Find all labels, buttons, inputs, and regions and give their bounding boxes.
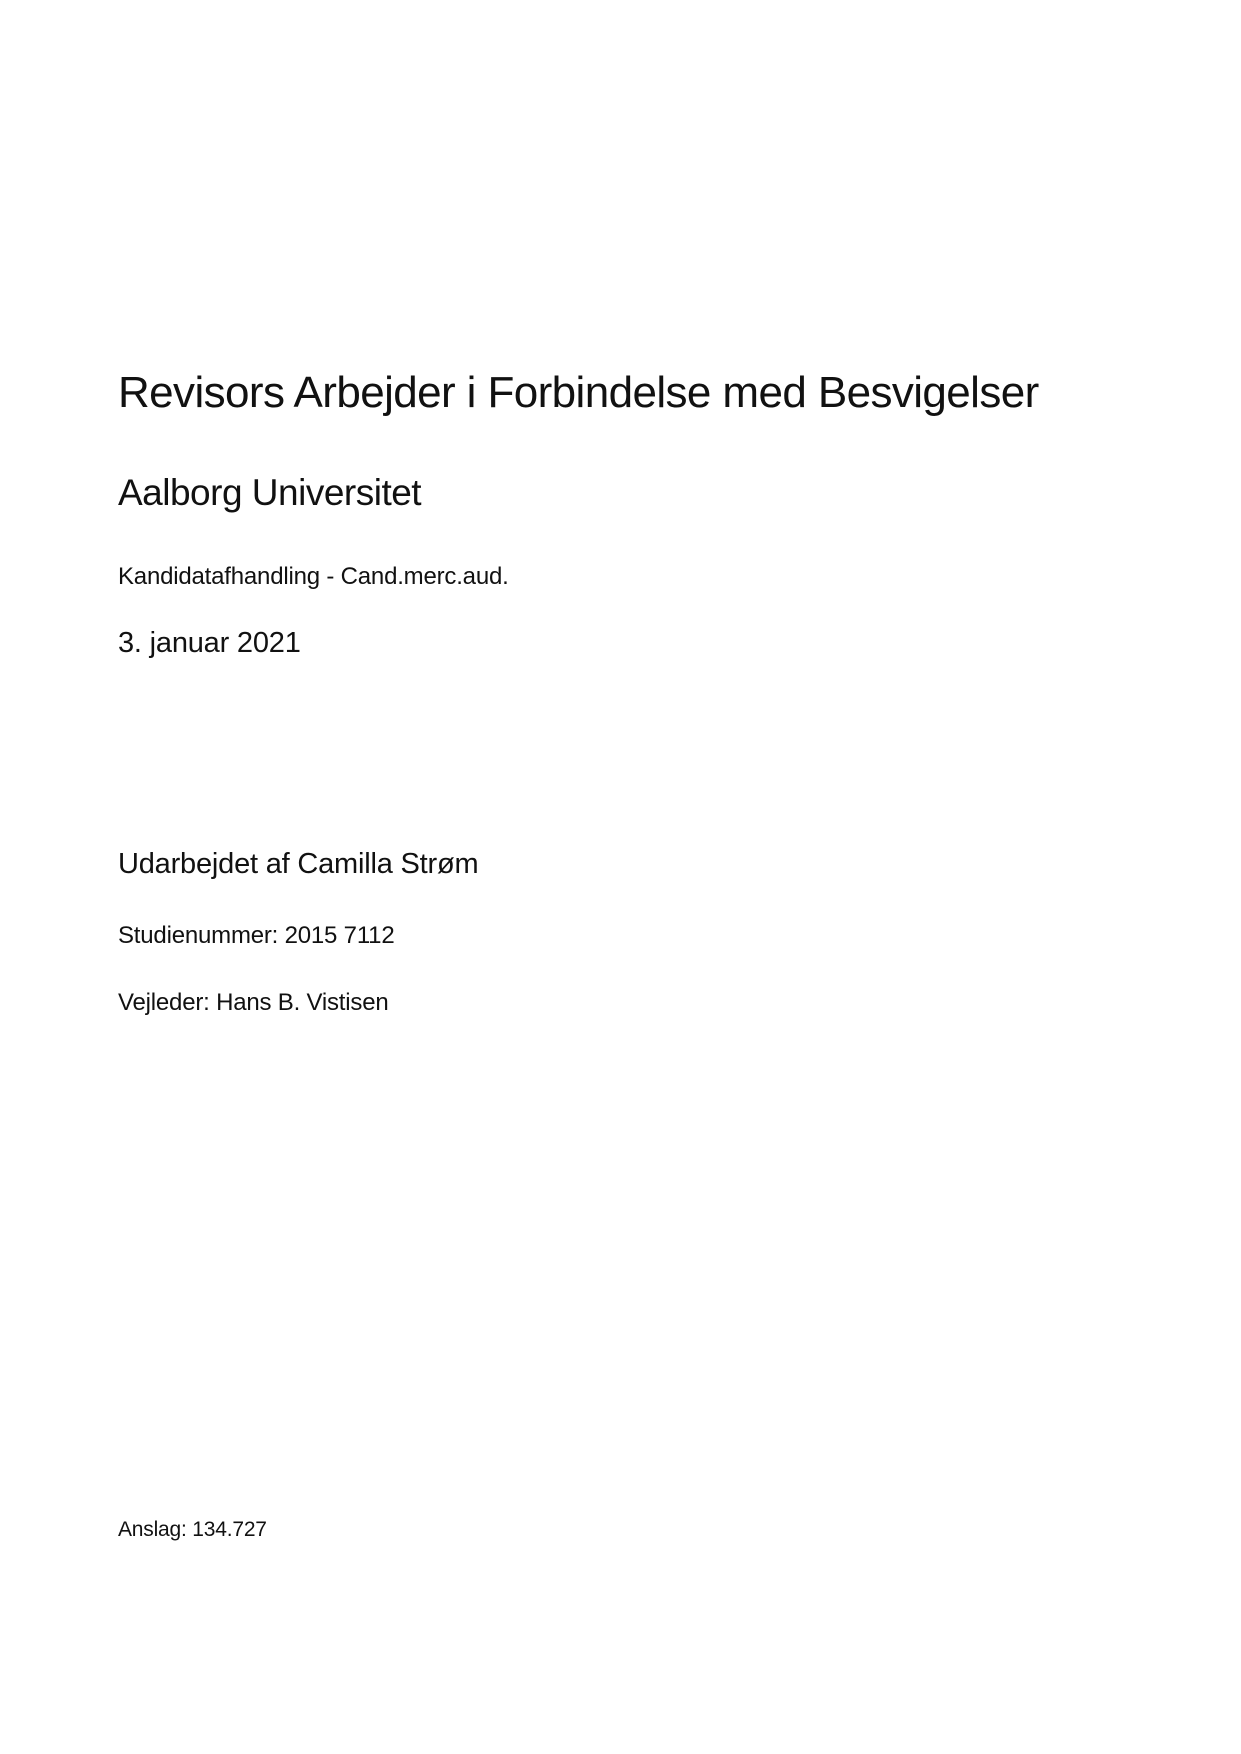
document-title: Revisors Arbejder i Forbindelse med Besvigelser (118, 368, 1039, 417)
supervisor-line: Vejleder: Hans B. Vistisen (118, 989, 389, 1016)
student-number: Studienummer: 2015 7112 (118, 922, 395, 949)
character-count: Anslag: 134.727 (118, 1518, 267, 1541)
document-date: 3. januar 2021 (118, 627, 301, 659)
degree-label: Kandidatafhandling - Cand.merc.aud. (118, 563, 509, 590)
author-line: Udarbejdet af Camilla Strøm (118, 848, 479, 880)
institution-name: Aalborg Universitet (118, 472, 422, 513)
